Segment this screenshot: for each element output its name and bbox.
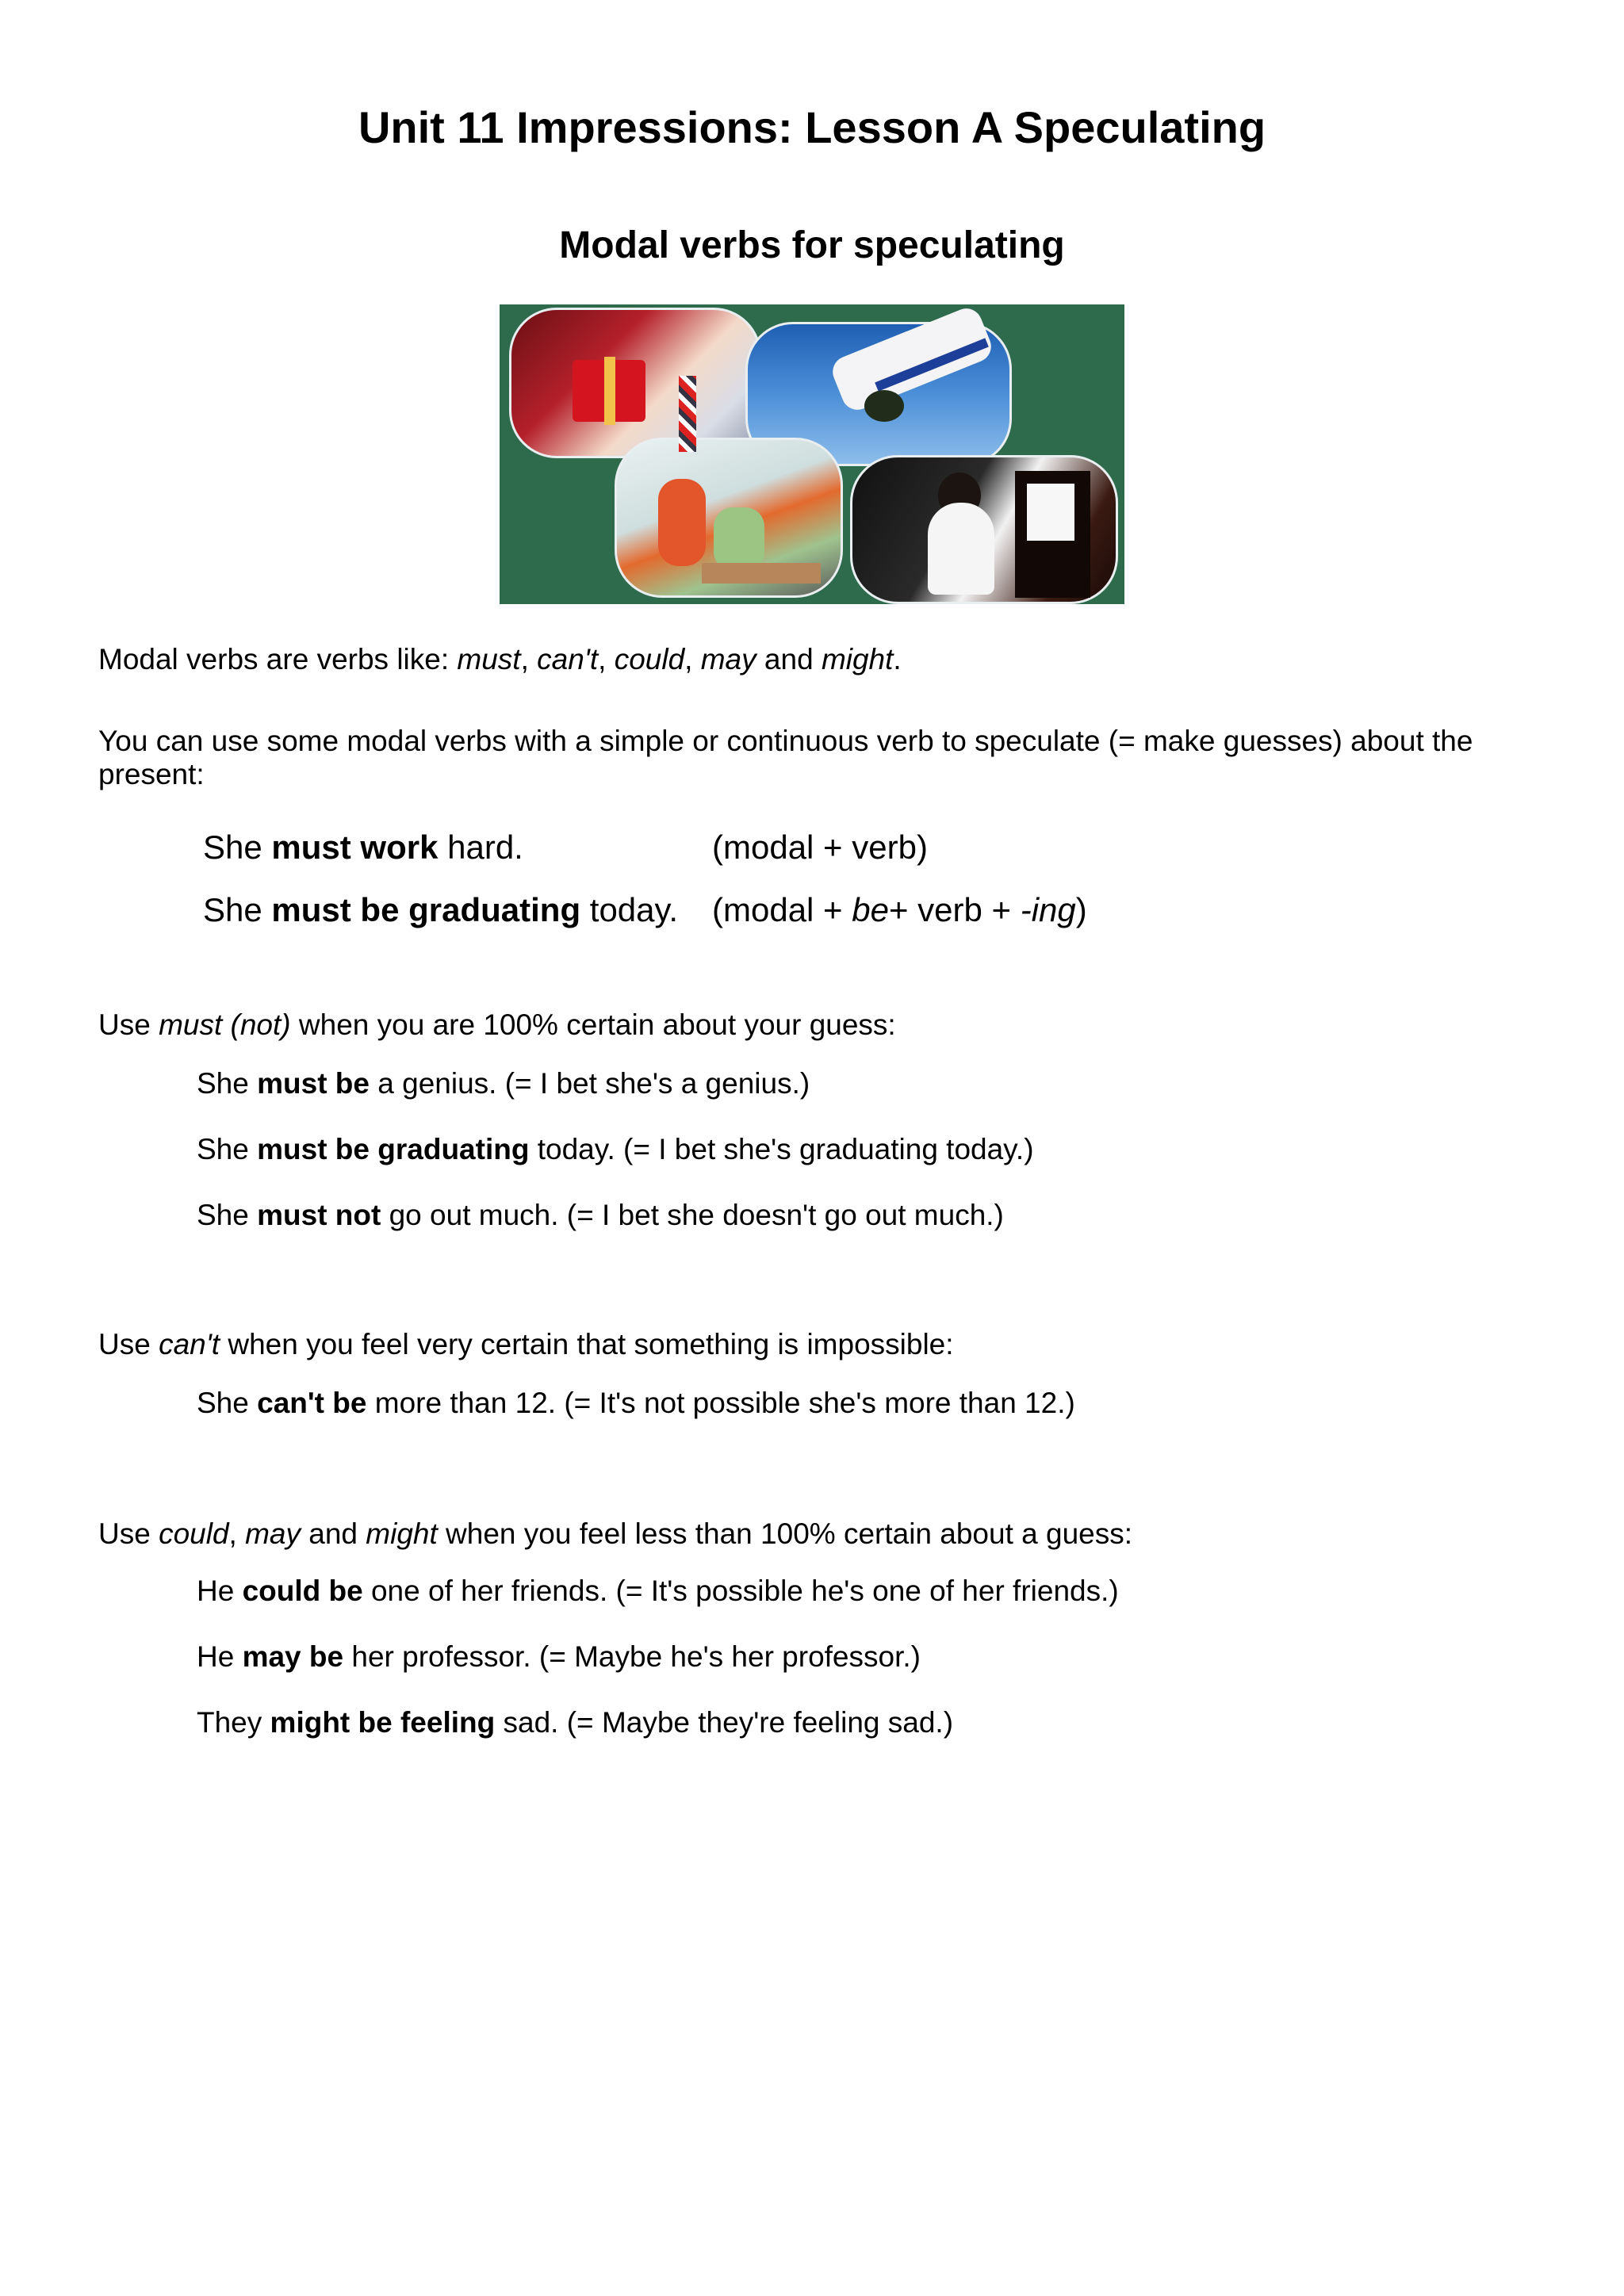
pattern-ing: -ing bbox=[1020, 891, 1076, 928]
intro-paragraph bbox=[98, 643, 902, 676]
comma: , bbox=[520, 643, 538, 675]
comma: , bbox=[684, 643, 701, 675]
could-example-1 bbox=[197, 1575, 1119, 1608]
must-example-2 bbox=[197, 1133, 1034, 1166]
example-subject: She bbox=[197, 1133, 258, 1165]
example-rest: hard. bbox=[438, 828, 523, 866]
modal-term: might bbox=[366, 1517, 438, 1550]
could-example-3 bbox=[197, 1706, 953, 1739]
example-rest: a genius. (= I bet she's a genius.) bbox=[369, 1067, 810, 1100]
intro-text: Modal verbs are verbs like: bbox=[98, 643, 458, 675]
modal-term: must (not) bbox=[159, 1008, 291, 1041]
period: . bbox=[893, 643, 902, 675]
example-rest: today. bbox=[580, 891, 679, 928]
example-rest: today. (= I bet she's graduating today.) bbox=[529, 1133, 1034, 1165]
pattern-continuous bbox=[712, 891, 1087, 929]
modal-might: might bbox=[821, 643, 894, 675]
boy-shirt-shape bbox=[928, 503, 994, 595]
striped-tie-shape bbox=[679, 376, 696, 452]
example-subject: She bbox=[197, 1387, 258, 1419]
gift-ribbon-shape bbox=[604, 357, 615, 425]
page-subtitle: Modal verbs for speculating bbox=[559, 224, 1065, 266]
desk-shape bbox=[702, 563, 821, 584]
example-modal-phrase: must be graduating bbox=[271, 891, 581, 928]
and-text: and bbox=[756, 643, 822, 675]
could-example-2 bbox=[197, 1640, 921, 1674]
comma: , bbox=[598, 643, 615, 675]
example-subject: She bbox=[197, 1199, 258, 1231]
example-modal-phrase: could be bbox=[242, 1575, 363, 1607]
pattern-be: be bbox=[852, 891, 889, 928]
comma: , bbox=[228, 1517, 246, 1550]
example-rest: more than 12. (= It's not possible she's more than 12.) bbox=[366, 1387, 1075, 1419]
could-section-intro bbox=[98, 1517, 1132, 1551]
modal-must: must bbox=[457, 643, 521, 675]
example-subject: She bbox=[203, 891, 272, 928]
skydiver-shape bbox=[864, 390, 904, 422]
example-modal-phrase: must be graduating bbox=[257, 1133, 530, 1165]
sheet-music-shape bbox=[1027, 484, 1074, 541]
modal-term: could bbox=[159, 1517, 229, 1550]
must-example-3 bbox=[197, 1199, 1004, 1232]
pattern-part: ) bbox=[1075, 891, 1087, 928]
intro-text: Use bbox=[98, 1008, 159, 1041]
example-continuous bbox=[203, 891, 678, 929]
intro-text: when you feel very certain that something is impossible: bbox=[220, 1328, 954, 1360]
example-subject: He bbox=[197, 1640, 243, 1673]
intro-text: when you are 100% certain about your guess: bbox=[290, 1008, 896, 1041]
pattern-part: (modal + bbox=[712, 891, 852, 928]
example-modal-phrase: must be bbox=[257, 1067, 370, 1100]
pattern-simple: (modal + verb) bbox=[712, 828, 928, 866]
modal-term: can't bbox=[159, 1328, 220, 1360]
example-subject: She bbox=[197, 1067, 258, 1100]
example-modal-phrase: must not bbox=[257, 1199, 381, 1231]
example-rest: go out much. (= I bet she doesn't go out much.) bbox=[381, 1199, 1004, 1231]
cant-section-intro bbox=[98, 1328, 954, 1361]
intro-text: Use bbox=[98, 1517, 159, 1550]
modal-may: may bbox=[700, 643, 756, 675]
example-modal-phrase: might be feeling bbox=[270, 1706, 496, 1739]
cant-example-1 bbox=[197, 1387, 1075, 1420]
example-simple bbox=[203, 828, 523, 867]
example-modal-phrase: must work bbox=[271, 828, 439, 866]
photo-collage bbox=[500, 304, 1124, 604]
modal-term: may bbox=[245, 1517, 301, 1550]
must-example-1 bbox=[197, 1067, 810, 1100]
usage-paragraph: You can use some modal verbs with a simple or continuous verb to speculate (= make guesses) about the present: bbox=[98, 725, 1473, 790]
pattern-part: + verb + bbox=[888, 891, 1021, 928]
example-rest: her professor. (= Maybe he's her professor.) bbox=[343, 1640, 921, 1673]
modal-cant: can't bbox=[537, 643, 599, 675]
and-text: and bbox=[301, 1517, 366, 1550]
intro-text: when you feel less than 100% certain about a guess: bbox=[437, 1517, 1133, 1550]
intro-text: Use bbox=[98, 1328, 159, 1360]
example-subject: He bbox=[197, 1575, 243, 1607]
example-modal-phrase: can't be bbox=[257, 1387, 367, 1419]
example-modal-phrase: may be bbox=[242, 1640, 344, 1673]
man-shape bbox=[714, 507, 764, 571]
example-rest: one of her friends. (= It's possible he's one of her friends.) bbox=[362, 1575, 1119, 1607]
example-subject: They bbox=[197, 1706, 270, 1739]
example-rest: sad. (= Maybe they're feeling sad.) bbox=[495, 1706, 954, 1739]
page-title: Unit 11 Impressions: Lesson A Speculating bbox=[358, 102, 1266, 152]
must-section-intro bbox=[98, 1008, 896, 1042]
woman-shape bbox=[658, 479, 706, 566]
modal-could: could bbox=[614, 643, 685, 675]
example-subject: She bbox=[203, 828, 272, 866]
